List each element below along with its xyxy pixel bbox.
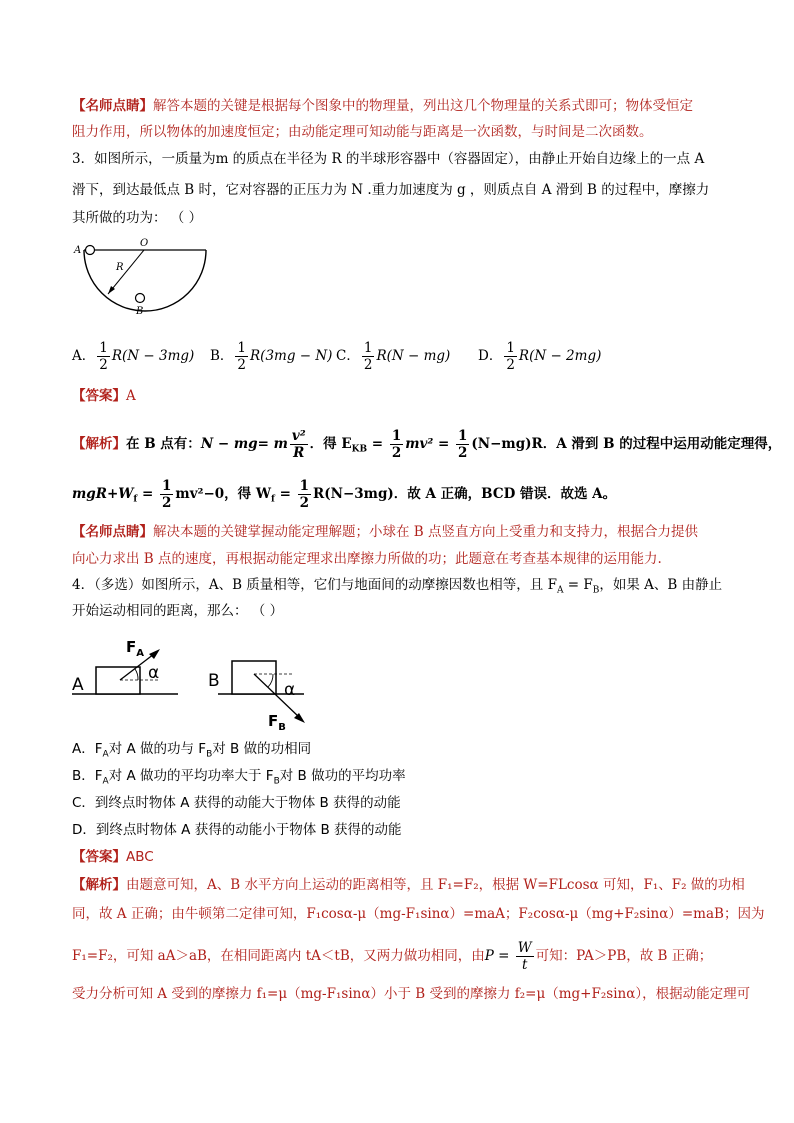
q4-option-c[interactable]: C．到终点时物体 A 获得的动能大于物体 B 获得的动能 [72, 795, 401, 811]
q3-option-b[interactable]: B． $\frac{1}{2}$ R(3mg − N) [210, 340, 333, 373]
label-a: A [74, 245, 82, 256]
block-a-label: A [72, 675, 84, 695]
q3-tip-line1: 【名师点睛】解决本题的关键掌握动能定理解题；小球在 B 点竖直方向上受重力和支持力，根据合力提供 [72, 524, 699, 540]
label-r: R [116, 262, 124, 273]
q3-stem-line2: 滑下，到达最低点 B 时，它对容器的正压力为 N .重力加速度为 g ，则质点自 A 滑到 B 的过程中，摩擦力 [72, 182, 710, 198]
ball-b-icon [136, 294, 145, 303]
q4-figure [68, 634, 328, 734]
tip-paragraph-1 [72, 96, 693, 116]
q3-option-d[interactable]: D． $\frac{1}{2}$ R(N − 2mg) [478, 340, 602, 373]
q3-tip-line2: 向心力求出 B 点的速度，再根据动能定理求出摩擦力所做的功；此题意在考查基本规律的运用能力. [72, 551, 662, 567]
q4-stem-line2: 开始运动相同的距离，那么： （ ） [72, 603, 284, 619]
q3-stem-line1: 3．如图所示，一质量为m 的质点在半径为 R 的半球形容器中（容器固定），由静止开始自边缘上的一点 A [72, 151, 705, 167]
q3-answer-value: A [126, 388, 136, 404]
force-fb-label: $F_B$ [268, 712, 286, 733]
label-b: B [136, 306, 144, 316]
label-o: O [140, 238, 149, 249]
q4-option-b[interactable]: B．$F_A$对 A 做功的平均功率大于 $F_B$对 B 做功的平均功率 [72, 768, 406, 787]
q3-answer: 【答案】A [72, 388, 136, 404]
q4-analysis-line2: 同，故 A 正确；由牛顿第二定律可知，F₁cosα-μ（mg-F₁sinα）=maA；F₂cosα-μ（mg+F₂sinα）=maB；因为 [72, 906, 765, 922]
q4-stem-line1: 4．（多选）如图所示，A、B 质量相等，它们与地面间的动摩擦因数也相等，且 $F_A = F_B$，如果 A、B 由静止 [72, 577, 723, 596]
q4-analysis-line3: F₁=F₂，可知 aA＞aB，在相同距离内 tA＜tB，又两力做功相同，由P = $\frac{W}{t}$ 可知：PA＞PB，故 B 正确； [72, 940, 713, 973]
q4-option-a[interactable]: A．$F_A$对 A 做的功与 $F_B$对 B 做的功相同 [72, 741, 312, 760]
q3-bowl-figure [70, 236, 210, 316]
alpha-a-label: α [148, 663, 160, 683]
q4-analysis-line1: 【解析】由题意可知，A、B 水平方向上运动的距离相等，且 F₁=F₂，根据 W=FLcosα 可知，F₁、F₂ 做的功相 [72, 877, 745, 893]
q3-option-c[interactable]: C． $\frac{1}{2}$ R(N − mg) [336, 340, 451, 373]
q4-answer-value: ABC [126, 849, 154, 865]
tip-text: 解答本题的关键是根据每个图象中的物理量，列出这几个物理量的关系式即可；物体受恒定 [153, 98, 693, 114]
q4-analysis-line4: 受力分析可知 A 受到的摩擦力 f₁=μ（mg-F₁sinα）小于 B 受到的摩擦力 f₂=μ（mg+F₂sinα），根据动能定理可 [72, 986, 751, 1002]
q3-analysis-line1: 【解析】在 B 点有：N − mg= m $\frac{\text{v²}}{R}$ ．得 $E_{KB}$ = $\frac{1}{2}$ mv² = $\frac{1}{2}$ (N−mg)R．A 滑到 B 的过程中运用动能定理得， [72, 428, 782, 461]
ball-a-icon [86, 246, 95, 255]
tip-tag: 【名师点睛】 [72, 98, 153, 114]
block-b-label: B [208, 671, 220, 691]
q3-option-a[interactable]: A． $\frac{1}{2}$ R(N − 3mg) [72, 340, 195, 373]
force-fa-label: $F_A$ [126, 638, 144, 659]
alpha-b-label: α [284, 680, 296, 700]
tip-paragraph-1-line2: 阻力作用，所以物体的加速度恒定；由动能定理可知动能与距离是一次函数，与时间是二次函数。 [72, 124, 653, 140]
q3-stem-line3: 其所做的功为： （ ） [72, 210, 203, 226]
q4-answer: 【答案】ABC [72, 849, 154, 865]
q4-option-d[interactable]: D．到终点时物体 A 获得的动能小于物体 B 获得的动能 [72, 822, 402, 838]
q3-analysis-line2: $mgR+W_f$ = $\frac{1}{2}$ mv²−0，得 $W_f$ = $\frac{1}{2}$ R(N−3mg)．故 A 正确，BCD 错误．故选 A。 [72, 478, 617, 511]
